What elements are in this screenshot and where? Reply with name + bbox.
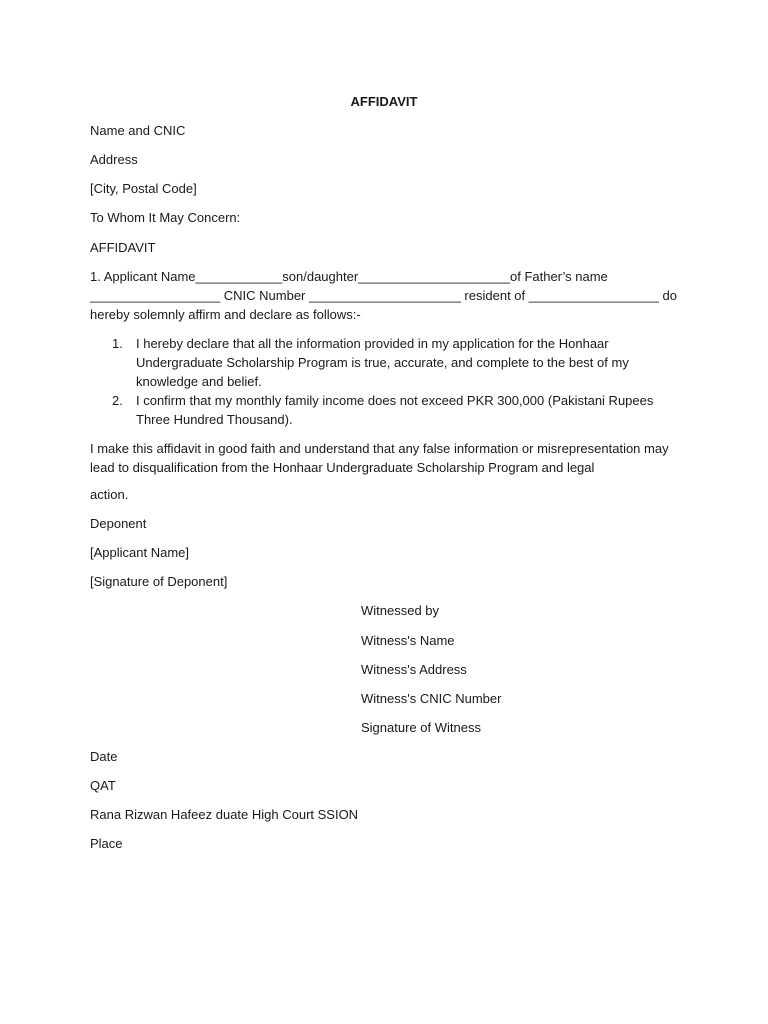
witness-name: Witness's Name: [361, 633, 455, 648]
declaration-item: [90, 391, 690, 429]
declaration-item: [90, 334, 690, 391]
witness-signature: Signature of Witness: [361, 720, 481, 735]
witnessed-by-label: Witnessed by: [361, 603, 440, 618]
witness-cnic: Witness's CNIC Number: [361, 691, 502, 706]
place-line: Place: [90, 836, 123, 851]
declarations-list: [90, 334, 690, 429]
deponent-signature: [Signature of Deponent]: [90, 574, 228, 589]
applicant-line-2: __________________ CNIC Number _____________________ resident of __________________ do: [90, 288, 677, 303]
affidavit-heading-line: AFFIDAVIT: [90, 240, 156, 255]
advocate-line: Rana Rizwan Hafeez duate High Court SSION: [90, 807, 359, 822]
declaration-text: I hereby declare that all the information provided in my application for the Honhaar Undergraduate Scholarship Program is true, accurate, and complete to the best of my knowledge and belief.: [136, 336, 629, 389]
good-faith-paragraph: I make this affidavit in good faith and understand that any false information or misrepresentation may lead to disqualification from the Honhaar Undergraduate Scholarship Program and legal: [90, 441, 669, 475]
witness-address: Witness's Address: [361, 662, 467, 677]
action-line: action.: [90, 487, 129, 502]
city-postal-line: [City, Postal Code]: [90, 181, 197, 196]
salutation-line: To Whom It May Concern:: [90, 210, 241, 225]
deponent-label: Deponent: [90, 516, 147, 531]
qat-line: QAT: [90, 778, 116, 793]
deponent-name: [Applicant Name]: [90, 545, 189, 560]
name-and-cnic-line: Name and CNIC: [90, 123, 186, 138]
applicant-line-3: hereby solemnly affirm and declare as follows:-: [90, 307, 361, 322]
document-title: AFFIDAVIT: [350, 94, 418, 109]
declaration-text: I confirm that my monthly family income does not exceed PKR 300,000 (Pakistani Rupees Three Hundred Thousand).: [136, 393, 654, 427]
declaration-number: 1.: [112, 336, 123, 351]
declaration-number: 2.: [112, 393, 123, 408]
address-line: Address: [90, 152, 138, 167]
applicant-line-1: 1. Applicant Name____________son/daughter_____________________of Father’s name: [90, 269, 608, 284]
date-line: Date: [90, 749, 118, 764]
